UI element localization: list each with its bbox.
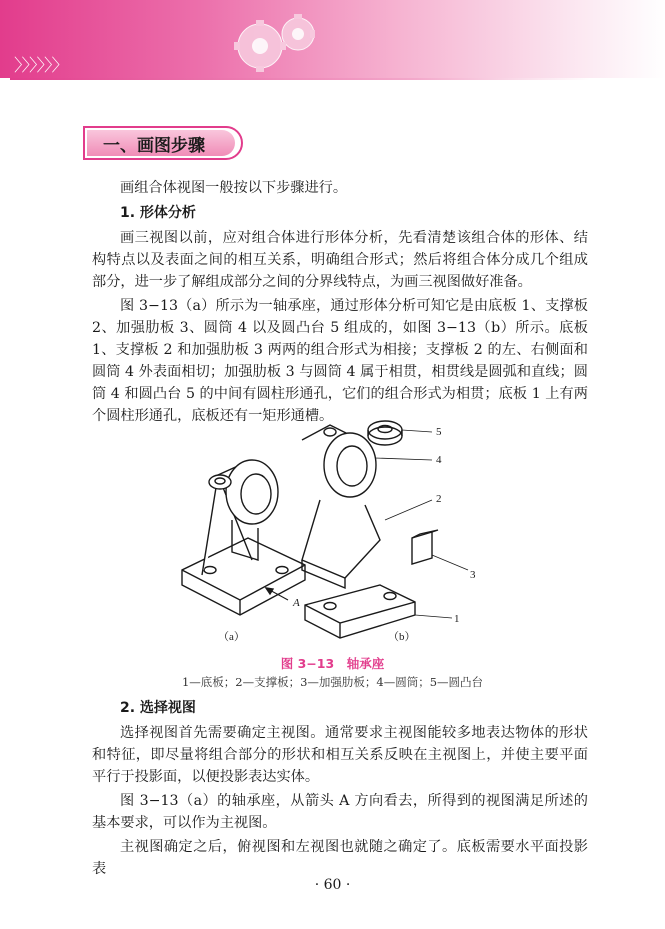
bearing-block-figure: [170, 410, 500, 650]
step2-paragraph-3: 主视图确定之后，俯视图和左视图也就随之确定了。底板需要水平面投影表: [92, 839, 588, 877]
figure-caption: 图 3−13 轴承座: [280, 656, 385, 671]
part-number-5: 5: [436, 426, 442, 438]
part-number-3: 3: [470, 569, 476, 581]
figure-b-drawing: [302, 421, 438, 638]
step2-heading: 2. 选择视图: [120, 700, 196, 716]
step1-paragraph-2: 图 3−13（a）所示为一轴承座，通过形体分析可知它是由底板 1、支撑板 2、加强肋板 3、圆筒 4 以及圆凸台 5 组成的，如图 3−13（b）所示。底板 1、支撑板 2 和加强肋板 3 两两的组合形式为相接；支撑板 2 的左、右侧面和圆筒 4 外表面相切；加强肋板 3 与圆筒 4 属于相贯，相贯线是圆弧和直线；圆筒 4 和圆凸台 5 的中间有圆柱形通孔，它们的组合形式为相贯；底板 1 上有两个圆柱形通孔，底板还有一矩形通槽。: [92, 298, 588, 424]
part-number-1: 1: [454, 613, 460, 625]
part-number-2: 2: [436, 493, 442, 505]
step1-paragraph-1: 画三视图以前，应对组合体进行形体分析，先看清楚该组合体的形体、结构特点以及表面之间的相互关系，明确组合形式；然后将组合体分成几个组成部分，进一步了解组成部分之间的分界线特点，为画三视图做好准备。: [92, 230, 588, 290]
subfigure-label-a: （a）: [218, 631, 245, 643]
header-rule: [10, 78, 590, 80]
page-number: · 60 ·: [314, 877, 351, 893]
header-banner: [0, 0, 665, 78]
subfigure-label-b: （b）: [388, 631, 416, 643]
arrow-label: A: [293, 597, 300, 609]
part-number-4: 4: [436, 454, 442, 466]
step2-paragraph-1: 选择视图首先需要确定主视图。通常要求主视图能较多地表达物体的形状和特征，即尽量将组合部分的形状和相互关系反映在主视图上，并使主要平面平行于投影面，以便投影表达实体。: [92, 725, 588, 785]
section-heading: [83, 126, 243, 160]
chevrons-decoration: 〉〉〉〉〉〉: [14, 56, 68, 76]
figure-legend: 1—底板；2—支撑板；3—加强肋板；4—圆筒；5—圆凸台: [181, 675, 484, 689]
step1-heading: 1. 形体分析: [120, 205, 196, 221]
gears-icon: [220, 8, 330, 78]
intro-paragraph: 画组合体视图一般按以下步骤进行。: [120, 180, 348, 196]
step2-paragraph-2: 图 3−13（a）的轴承座，从箭头 A 方向看去，所得到的视图满足所述的基本要求，可以作为主视图。: [92, 793, 588, 831]
section-title: 一、画图步骤: [103, 136, 205, 156]
figure-a-drawing: [182, 460, 305, 615]
